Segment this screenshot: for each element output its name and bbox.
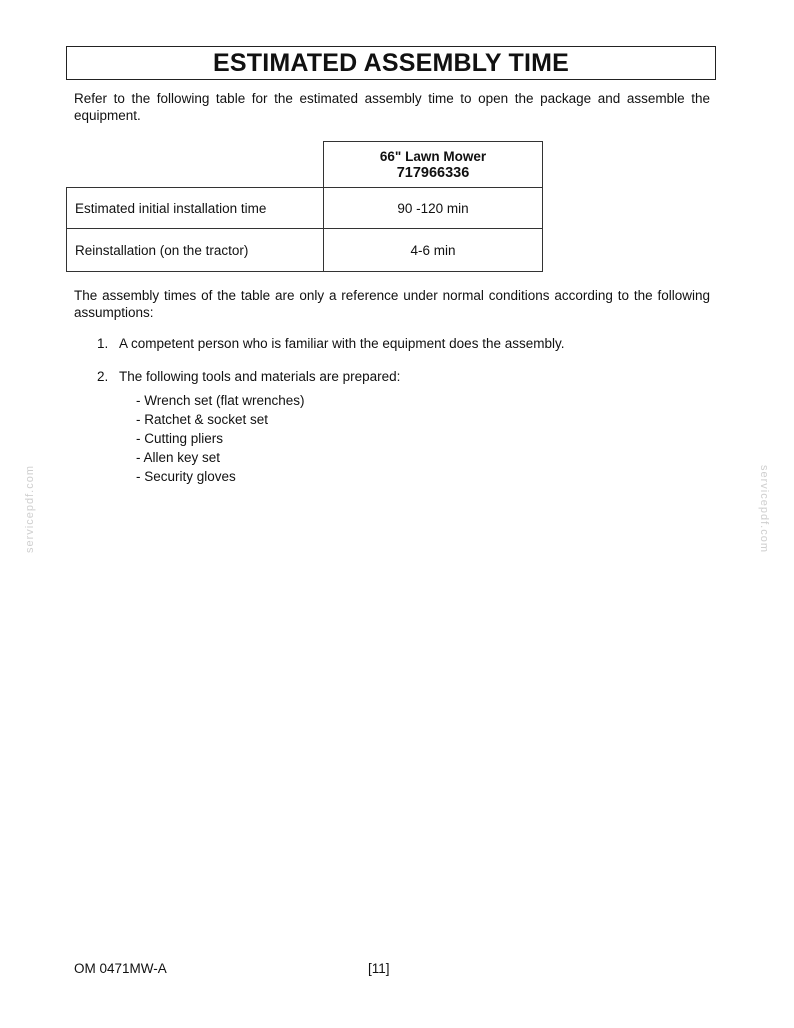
- tool-item: - Ratchet & socket set: [136, 412, 269, 427]
- assumption-number: 1.: [97, 336, 109, 351]
- tool-item: - Wrench set (flat wrenches): [136, 393, 305, 408]
- table-row-value: 90 -120 min: [324, 188, 543, 229]
- footer-page-number: [11]: [368, 961, 390, 976]
- assumptions-note: The assembly times of the table are only a reference under normal conditions according to the following assumptions:: [74, 288, 710, 320]
- table-row-label: Reinstallation (on the tractor): [67, 229, 324, 272]
- table-header-row: [67, 142, 543, 188]
- table-empty-corner: [67, 142, 324, 188]
- assumption-item: [97, 336, 564, 351]
- tool-item: - Cutting pliers: [136, 431, 224, 446]
- intro-paragraph: Refer to the following table for the estimated assembly time to open the package and assemble the equipment.: [74, 91, 710, 123]
- assumption-item: [97, 369, 400, 384]
- tool-item: - Security gloves: [136, 469, 236, 484]
- watermark-left: servicepdf.com: [23, 465, 36, 553]
- assumption-number: 2.: [97, 369, 109, 384]
- tool-item: - Allen key set: [136, 450, 221, 465]
- title-box: [66, 46, 716, 80]
- assembly-time-table: [66, 141, 543, 272]
- assumption-text: The following tools and materials are prepared:: [119, 369, 401, 384]
- table-header-cell: [324, 142, 543, 188]
- table-header-model: 66" Lawn Mower: [379, 148, 487, 164]
- table-row-label: Estimated initial installation time: [67, 188, 324, 229]
- table-row: [67, 188, 543, 229]
- table-header-number: 717966336: [396, 164, 470, 181]
- table-row-value: 4-6 min: [324, 229, 543, 272]
- page-title: ESTIMATED ASSEMBLY TIME: [212, 48, 570, 77]
- footer-doc-code: OM 0471MW-A: [74, 961, 167, 976]
- assumption-text: A competent person who is familiar with the equipment does the assembly.: [119, 336, 565, 351]
- tools-list: [136, 391, 305, 486]
- watermark-right: servicepdf.com: [757, 465, 770, 553]
- table-row: [67, 229, 543, 272]
